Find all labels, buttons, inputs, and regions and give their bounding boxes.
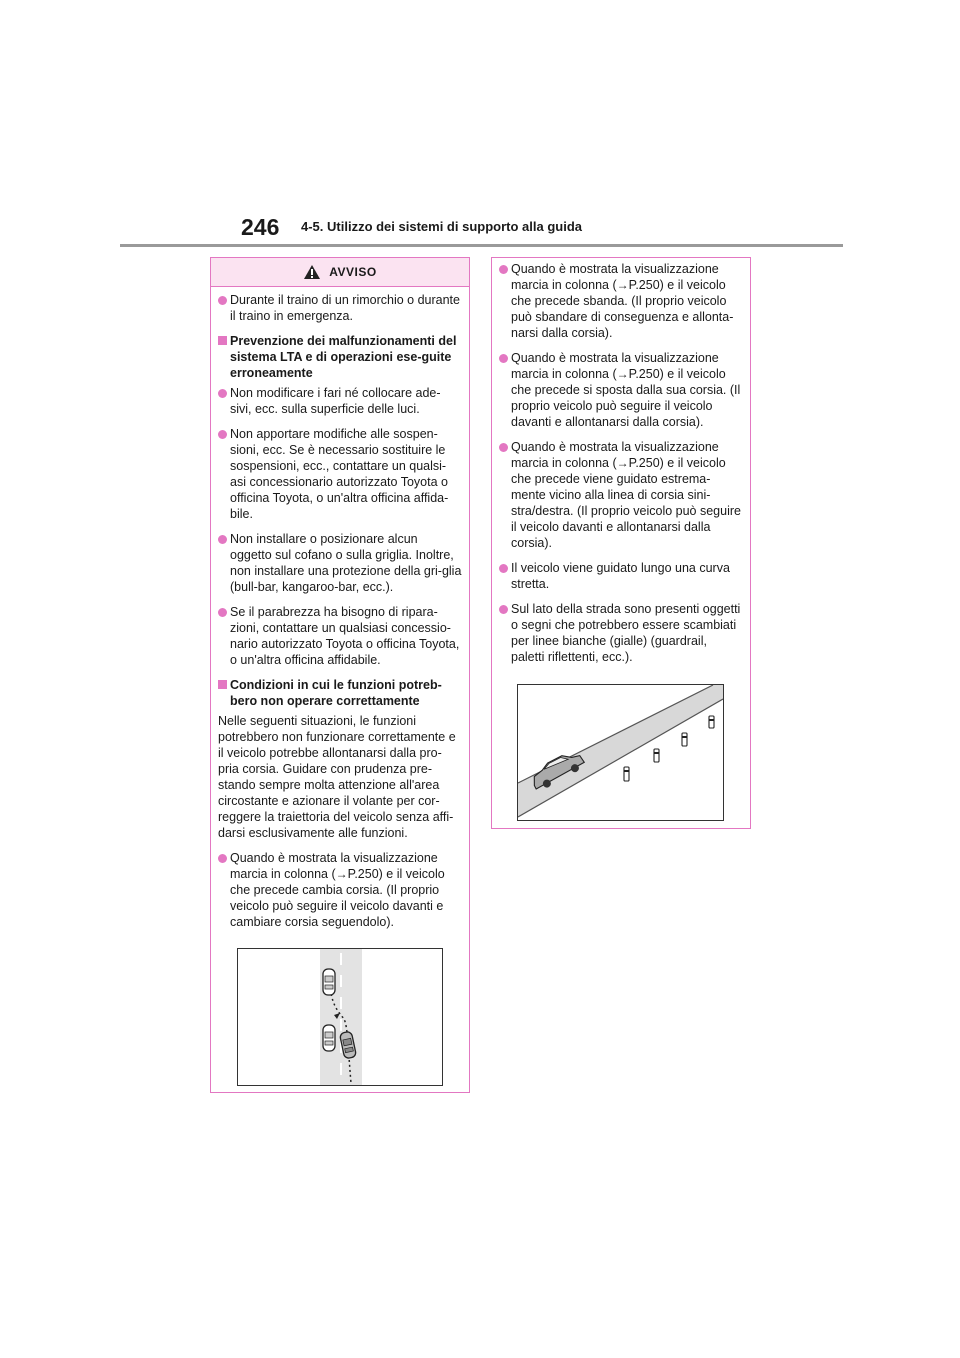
page-reference-link[interactable]: P.250 (347, 867, 379, 881)
list-item (499, 560, 743, 592)
page-number: 246 (241, 214, 280, 240)
paragraph: Nelle seguenti situazioni, le funzioni potrebbero non funzionare correttamente e il veicolo potrebbe allontanarsi dalla pro-pria corsia. Guidare con prudenza pre-stando sempre molta attenzione all'area circostante e azionare il volante per cor-reggere la traiettoria del veicolo senza affi-darsi esclusivamente alle funzioni. (218, 714, 456, 840)
warning-title: AVVISO (329, 265, 377, 279)
page-reference-link[interactable]: P.250 (628, 456, 660, 470)
section-title: 4-5. Utilizzo dei sistemi di supporto alla guida (301, 219, 582, 234)
list-item (218, 850, 462, 930)
bullet-dot (499, 564, 508, 573)
heading-square (218, 680, 227, 689)
list-item (218, 531, 462, 595)
list-item-text: Non apportare modifiche alle sospen-sioni, ecc. Se è necessario sostituire le sospensioni, ecc., contattare un qualsi-asi concessionario autorizzato Toyota o officina Toyota, o un'altra officina affida-bile. (230, 427, 449, 521)
subsection-heading (218, 677, 462, 709)
list-item-text: Quando è mostrata la visualizzazione marcia in colonna ( (511, 351, 719, 381)
warning-triangle-icon (303, 264, 321, 280)
arrow-right-icon: → (335, 867, 348, 881)
list-item (218, 292, 462, 324)
bullet-dot (218, 296, 227, 305)
list-item-text: ) e il veicolo che precede cambia corsia. (Il proprio veicolo può seguire il veicolo davanti e cambiare corsia seguendolo). (230, 867, 445, 929)
list-item-text: ) e il veicolo che precede viene guidato estrema-mente vicino alla linea di corsia sini-stra/destra. (Il proprio veicolo può seguire il veicolo davanti e allontanarsi dalla corsia). (511, 456, 741, 550)
list-item-text: Sul lato della strada sono presenti oggetti o segni che potrebbero essere scambiati per linee bianche (gialle) (guardrail, paletti riflettenti, ecc.). (511, 602, 741, 664)
list-item (218, 385, 462, 417)
lane-change-illustration (237, 948, 443, 1086)
list-item-text: Non installare o posizionare alcun oggetto sul cofano o sulla griglia. Inoltre, non installare una protezione della gri-glia (bull-bar, kangaroo-bar, ecc.). (230, 532, 462, 594)
warning-content-right (492, 258, 750, 665)
heading-text: Prevenzione dei malfunzionamenti del sistema LTA e di operazioni ese-guite erroneamente (230, 334, 457, 380)
list-item-text: Quando è mostrata la visualizzazione marcia in colonna ( (511, 440, 719, 470)
heading-square (218, 336, 227, 345)
list-item-text: ) e il veicolo che precede si sposta dalla sua corsia. (Il proprio veicolo può seguire il veicolo davanti e allontanarsi dalla corsia). (511, 367, 741, 429)
list-item-text: Quando è mostrata la visualizzazione marcia in colonna ( (230, 851, 438, 881)
bullet-dot (218, 430, 227, 439)
bullet-dot (499, 605, 508, 614)
list-item (218, 426, 462, 522)
bullet-dot (499, 354, 508, 363)
list-item-text: Se il parabrezza ha bisogno di ripara-zioni, contattare un qualsiasi concessio-nario autorizzato Toyota o officina Toyota, o un'altra officina affidabile. (230, 605, 460, 667)
list-item-text: Quando è mostrata la visualizzazione marcia in colonna ( (511, 262, 719, 292)
warning-content-left (211, 287, 469, 930)
roadside-objects-illustration (517, 684, 724, 821)
list-item (499, 601, 743, 665)
list-item-text: Il veicolo viene guidato lungo una curva stretta. (511, 561, 730, 591)
header-divider (120, 244, 843, 247)
list-item (499, 439, 743, 551)
list-item-text: Non modificare i fari né collocare ade-sivi, ecc. sulla superficie delle luci. (230, 386, 441, 416)
bullet-dot (218, 389, 227, 398)
list-item (218, 604, 462, 668)
bullet-dot (218, 854, 227, 863)
page-reference-link[interactable]: P.250 (628, 367, 660, 381)
heading-text: Condizioni in cui le funzioni potreb-bero non operare correttamente (230, 678, 442, 708)
bullet-dot (499, 443, 508, 452)
subsection-heading (218, 333, 462, 381)
bullet-dot (499, 265, 508, 274)
arrow-right-icon: → (616, 278, 629, 292)
bullet-dot (218, 535, 227, 544)
arrow-right-icon: → (616, 456, 629, 470)
list-item (499, 350, 743, 430)
page-reference-link[interactable]: P.250 (628, 278, 660, 292)
bullet-dot (218, 608, 227, 617)
list-item (499, 261, 743, 341)
list-item-text: ) e il veicolo che precede sbanda. (Il proprio veicolo può sbandare di conseguenza e allonta-narsi dalla corsia). (511, 278, 734, 340)
arrow-right-icon: → (616, 367, 629, 381)
list-item-text: Durante il traino di un rimorchio o durante il traino in emergenza. (230, 293, 460, 323)
warning-header (211, 258, 469, 287)
